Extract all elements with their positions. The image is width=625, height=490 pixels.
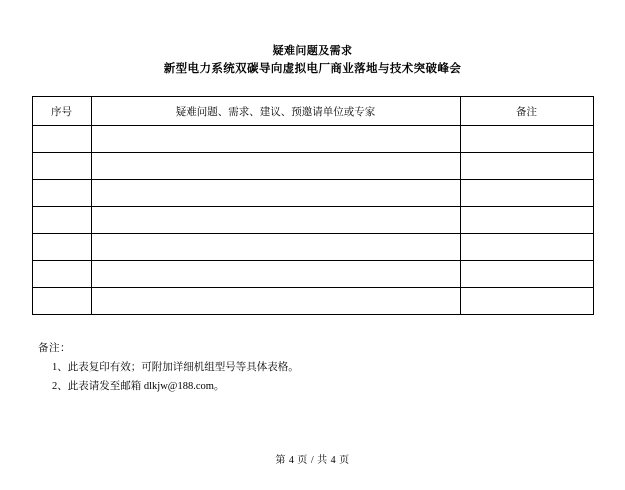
cell-remarks[interactable] bbox=[460, 261, 593, 288]
cell-content[interactable] bbox=[91, 180, 460, 207]
column-header-remarks: 备注 bbox=[460, 97, 593, 126]
note-item-2: 2、此表请发至邮箱 dlkjw@188.com。 bbox=[52, 381, 225, 392]
cell-sequence[interactable] bbox=[32, 126, 91, 153]
table-row[interactable] bbox=[32, 153, 593, 180]
cell-sequence[interactable] bbox=[32, 180, 91, 207]
table-row[interactable] bbox=[32, 288, 593, 315]
notes-heading: 备注： bbox=[38, 343, 71, 354]
cell-remarks[interactable] bbox=[460, 126, 593, 153]
cell-content[interactable] bbox=[91, 153, 460, 180]
cell-remarks[interactable] bbox=[460, 288, 593, 315]
note-item-1: 1、此表复印有效；可附加详细机组型号等具体表格。 bbox=[52, 362, 299, 373]
table-row[interactable] bbox=[32, 261, 593, 288]
table-row[interactable] bbox=[32, 207, 593, 234]
cell-content[interactable] bbox=[91, 288, 460, 315]
table-row[interactable] bbox=[32, 234, 593, 261]
cell-sequence[interactable] bbox=[32, 288, 91, 315]
table-row[interactable] bbox=[32, 180, 593, 207]
page-subtitle: 新型电力系统双碳导向虚拟电厂商业落地与技术突破峰会 bbox=[163, 63, 462, 75]
cell-sequence[interactable] bbox=[32, 234, 91, 261]
table-header-row bbox=[32, 97, 593, 126]
notes-block bbox=[38, 339, 625, 396]
cell-remarks[interactable] bbox=[460, 207, 593, 234]
cell-content[interactable] bbox=[91, 207, 460, 234]
cell-sequence[interactable] bbox=[32, 261, 91, 288]
page-title: 疑难问题及需求 bbox=[272, 45, 353, 57]
cell-remarks[interactable] bbox=[460, 234, 593, 261]
issues-and-needs-table bbox=[32, 96, 594, 315]
cell-remarks[interactable] bbox=[460, 180, 593, 207]
cell-content[interactable] bbox=[91, 126, 460, 153]
cell-content[interactable] bbox=[91, 234, 460, 261]
table-row[interactable] bbox=[32, 126, 593, 153]
column-header-content: 疑难问题、需求、建议、预邀请单位或专家 bbox=[91, 97, 460, 126]
cell-sequence[interactable] bbox=[32, 207, 91, 234]
title-block bbox=[0, 42, 625, 78]
cell-content[interactable] bbox=[91, 261, 460, 288]
column-header-sequence: 序号 bbox=[32, 97, 91, 126]
cell-remarks[interactable] bbox=[460, 153, 593, 180]
page-footer: 第 4 页 / 共 4 页 bbox=[275, 455, 350, 466]
cell-sequence[interactable] bbox=[32, 153, 91, 180]
document-page bbox=[0, 42, 625, 490]
